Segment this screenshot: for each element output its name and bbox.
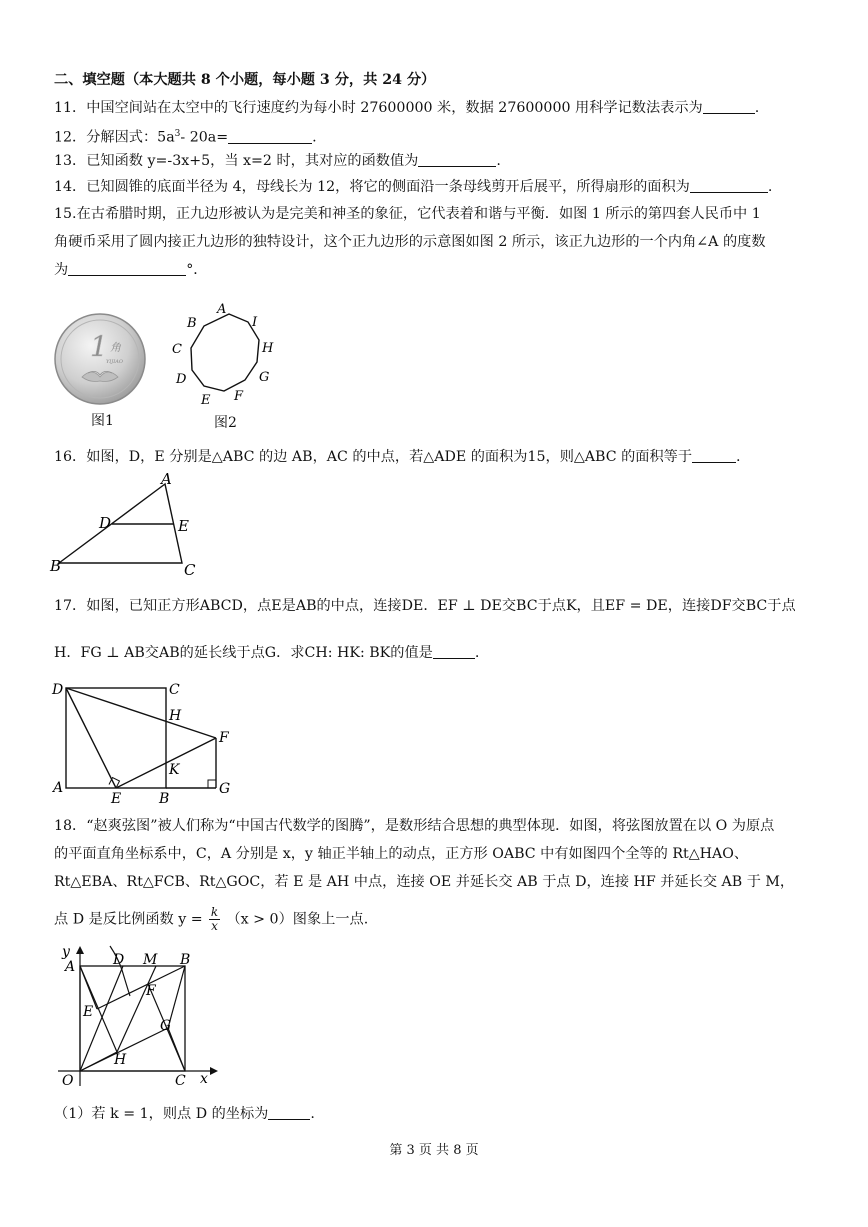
q18-label-H: H bbox=[114, 1052, 127, 1068]
q17-label-K: K bbox=[169, 762, 180, 778]
vertex-label-H: H bbox=[262, 341, 274, 356]
q15-line3-end: °． bbox=[186, 262, 208, 278]
vertex-label-B: B bbox=[187, 316, 197, 331]
q17-label-H: H bbox=[169, 708, 182, 724]
q16-label-C: C bbox=[184, 561, 196, 579]
q13-answer-blank[interactable] bbox=[418, 152, 496, 167]
q18-label-y: y bbox=[62, 944, 70, 960]
segment-hm bbox=[117, 966, 156, 1052]
fraction-numerator: k bbox=[210, 905, 219, 919]
nonagon-shape bbox=[191, 314, 259, 391]
q16-label-D: D bbox=[99, 514, 112, 532]
right-angle-g bbox=[208, 780, 216, 788]
question-11 bbox=[54, 98, 759, 118]
q17-label-C: C bbox=[169, 682, 180, 698]
fig2-caption: 图2 bbox=[214, 415, 237, 431]
q18-sub1 bbox=[54, 1104, 315, 1124]
q16-label-A: A bbox=[161, 470, 172, 488]
q18-sub1-text: （1）若 k = 1，则点 D 的坐标为 bbox=[54, 1106, 269, 1122]
q16-label-E: E bbox=[178, 517, 189, 535]
section-title: 二、填空题（本大题共 8 个小题，每小题 3 分，共 24 分） bbox=[54, 72, 436, 88]
q18-label-C: C bbox=[175, 1073, 186, 1089]
segment-cg bbox=[168, 1028, 185, 1071]
q17-line1: 17．如图，已知正方形ABCD，点E是AB的中点，连接DE．EF ⊥ DE交BC于点K，且EF = DE，连接DF交BC于点 bbox=[54, 598, 796, 614]
q12-sup: 3 bbox=[174, 129, 181, 139]
q15-line1: 15.在古希腊时期，正九边形被认为是完美和神圣的象征，它代表着和谐与平衡．如图 1 所示的第四套人民币中 1 bbox=[54, 206, 761, 222]
q17-label-B: B bbox=[159, 791, 170, 807]
q18-label-F: F bbox=[146, 983, 156, 999]
q16-end: . bbox=[736, 449, 741, 465]
q15-line3-pre: 为 bbox=[54, 262, 69, 278]
x-axis-arrow bbox=[210, 1067, 218, 1075]
q18-label-M: M bbox=[143, 952, 158, 968]
coin-numeral: 1 bbox=[90, 330, 108, 363]
vertex-label-G: G bbox=[259, 370, 270, 385]
q18-label-E: E bbox=[83, 1004, 94, 1020]
q15-line3 bbox=[54, 260, 208, 280]
page-footer: 第 3 页 共 8 页 bbox=[389, 1143, 479, 1158]
vertex-label-E: E bbox=[201, 393, 211, 408]
q17-end: . bbox=[474, 645, 480, 661]
segment-ae bbox=[80, 966, 97, 1009]
q18-line1: 18．“赵爽弦图”被人们称为“中国古代数学的图腾”，是数形结合思想的典型体现．如图，将弦图放置在以 O 为原点 bbox=[54, 818, 775, 834]
q18-line2: 的平面直角坐标系中，C，A 分别是 x，y 轴正半轴上的动点，正方形 OABC 中有如图四个全等的 Rt△HAO、 bbox=[54, 846, 749, 862]
question-12 bbox=[54, 124, 317, 148]
nonagon-figure bbox=[160, 298, 280, 408]
q13-text: 13．已知函数 y=-3x+5，当 x=2 时，其对应的函数值为 bbox=[54, 153, 419, 169]
q18-label-D: D bbox=[113, 952, 125, 968]
q17-label-F: F bbox=[219, 730, 229, 746]
fig1-caption: 图1 bbox=[91, 413, 114, 429]
q18-line4-pre: 点 D 是反比例函数 y = bbox=[54, 911, 203, 928]
coin-figure bbox=[52, 311, 148, 407]
fraction-denominator: x bbox=[211, 919, 218, 933]
q17-label-E: E bbox=[111, 791, 122, 807]
q16-answer-blank[interactable] bbox=[692, 448, 736, 463]
q15-answer-blank[interactable] bbox=[68, 261, 186, 276]
triangle-figure bbox=[48, 470, 208, 582]
question-13 bbox=[54, 151, 501, 171]
q18-sub1-end: . bbox=[310, 1106, 315, 1122]
zhaoshuang-figure bbox=[52, 940, 222, 1090]
q11-end: . bbox=[754, 100, 760, 116]
q17-answer-blank[interactable] bbox=[433, 644, 475, 659]
q18-label-B: B bbox=[180, 952, 191, 968]
vertex-label-I: I bbox=[252, 315, 258, 330]
q18-label-O: O bbox=[62, 1073, 74, 1089]
q16-label-B: B bbox=[50, 557, 62, 575]
q17-label-A: A bbox=[53, 780, 64, 796]
fraction-k-over-x bbox=[209, 906, 220, 933]
question-16 bbox=[54, 447, 741, 467]
q17-label-G: G bbox=[219, 781, 231, 797]
q16-text: 16．如图，D，E 分别是△ABC 的边 AB，AC 的中点，若△ADE 的面积为15，则△ABC 的面积等于 bbox=[54, 449, 693, 465]
square-abcd bbox=[66, 688, 166, 788]
vertex-label-C: C bbox=[172, 342, 182, 357]
q12-end: . bbox=[312, 129, 317, 146]
vertex-label-A: A bbox=[217, 302, 227, 317]
q15-line2: 角硬币采用了圆内接正九边形的独特设计，这个正九边形的示意图如图 2 所示，该正九边形的一个内角∠A 的度数 bbox=[54, 234, 766, 250]
q18-sub1-answer-blank[interactable] bbox=[268, 1105, 310, 1120]
q18-label-x: x bbox=[200, 1071, 208, 1087]
vertex-label-F: F bbox=[234, 389, 244, 404]
segment-be bbox=[97, 966, 185, 1009]
question-14 bbox=[54, 177, 772, 197]
q17-line2-text: H．FG ⊥ AB交AB的延长线于点G．求CH: HK: BK的值是 bbox=[54, 645, 433, 661]
q18-line4 bbox=[54, 906, 368, 933]
segment-df bbox=[66, 688, 216, 738]
q11-text: 11．中国空间站在太空中的飞行速度约为每小时 27600000 米，数据 27600000 用科学记数法表示为 bbox=[54, 100, 703, 116]
segment-de bbox=[66, 688, 116, 788]
q17-line2 bbox=[54, 643, 479, 663]
q18-label-G: G bbox=[160, 1018, 172, 1034]
q12-answer-blank[interactable] bbox=[228, 129, 312, 144]
q17-label-D: D bbox=[52, 682, 64, 698]
q12-post: - 20a= bbox=[180, 129, 229, 146]
y-axis-arrow bbox=[76, 946, 84, 954]
vertex-label-D: D bbox=[176, 372, 187, 387]
q14-end: . bbox=[767, 179, 773, 195]
q14-text: 14．已知圆锥的底面半径为 4，母线长为 12，将它的侧面沿一条母线剪开后展平，所得扇形的面积为 bbox=[54, 179, 690, 195]
q13-end: . bbox=[496, 153, 501, 169]
square-figure bbox=[50, 676, 240, 808]
q12-pre: 12．分解因式：5a bbox=[54, 129, 175, 146]
q11-answer-blank[interactable] bbox=[703, 99, 755, 114]
q18-line4-post: （x > 0）图象上一点. bbox=[226, 911, 369, 928]
coin-yijiao-text: YIJIAO bbox=[106, 359, 123, 365]
coin-jiao-char: 角 bbox=[110, 341, 121, 354]
q18-label-A: A bbox=[65, 959, 76, 975]
q14-answer-blank[interactable] bbox=[690, 178, 768, 193]
q18-line3: Rt△EBA、Rt△FCB、Rt△GOC，若 E 是 AH 中点，连接 OE 并延长交 AB 于点 D，连接 HF 并延长交 AB 于 M， bbox=[54, 874, 795, 890]
